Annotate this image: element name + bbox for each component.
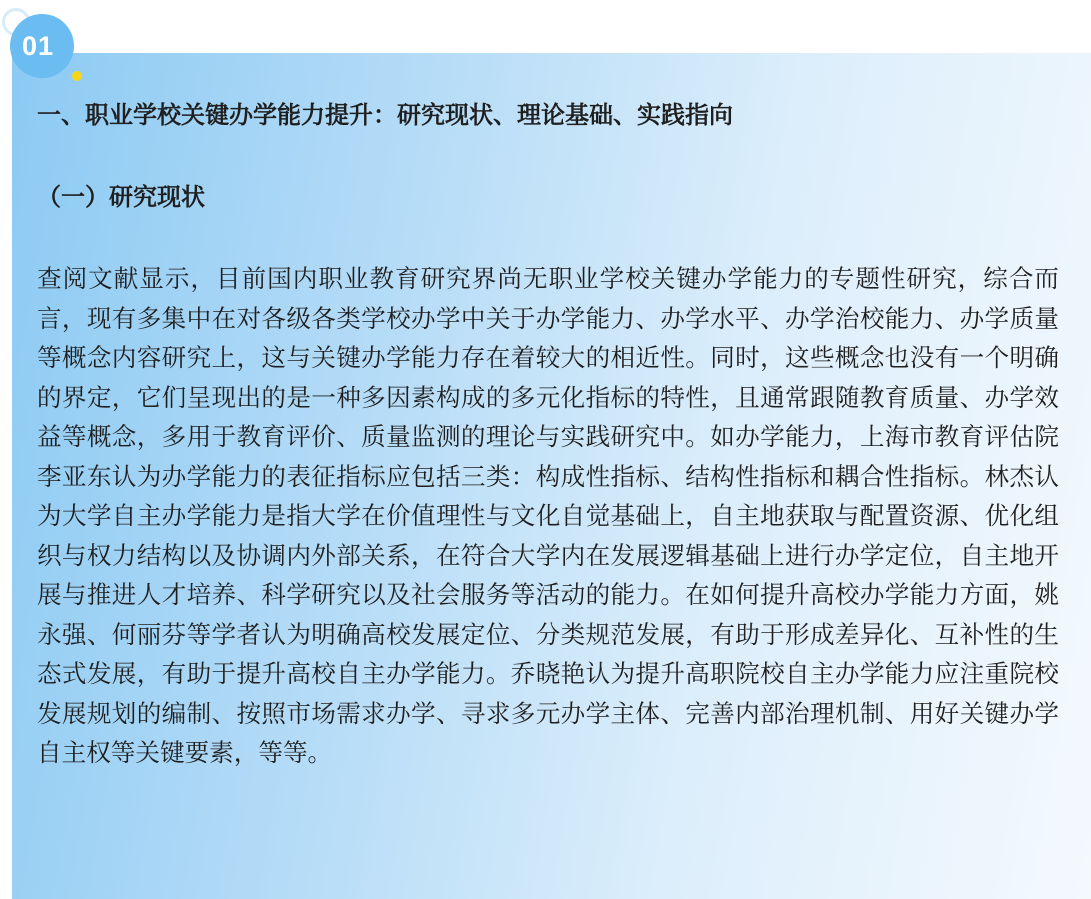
section-subheading: （一）研究现状 (37, 183, 205, 211)
accent-dot (72, 71, 82, 81)
body-paragraph: 查阅文献显示，目前国内职业教育研究界尚无职业学校关键办学能力的专题性研究，综合而言，现有多集中在对各级各类学校办学中关于办学能力、办学水平、办学治校能力、办学质量等概念内容研究上，这与关键办学能力存在着较大的相近性。同时，这些概念也没有一个明确的界定，它们呈现出的是一种多因素构成的多元化指标的特性，且通常跟随教育质量、办学效益等概念，多用于教育评价、质量监测的理论与实践研究中。如办学能力，上海市教育评估院李亚东认为办学能力的表征指标应包括三类：构成性指标、结构性指标和耦合性指标。林杰认为大学自主办学能力是指大学在价值理性与文化自觉基础上，自主地获取与配置资源、优化组织与权力结构以及协调内外部关系，在符合大学内在发展逻辑基础上进行办学定位，自主地开展与推进人才培养、科学研究以及社会服务等活动的能力。在如何提升高校办学能力方面，姚永强、何丽芬等学者认为明确高校发展定位、分类规范发展，有助于形成差异化、互补性的生态式发展，有助于提升高校自主办学能力。乔晓艳认为提升高职院校自主办学能力应注重院校发展规划的编制、按照市场需求办学、寻求多元办学主体、完善内部治理机制、用好关键办学自主权等关键要素，等等。 (37, 264, 1059, 767)
section-number: 01 (22, 31, 55, 61)
section-heading: 一、职业学校关键办学能力提升：研究现状、理论基础、实践指向 (37, 101, 733, 129)
